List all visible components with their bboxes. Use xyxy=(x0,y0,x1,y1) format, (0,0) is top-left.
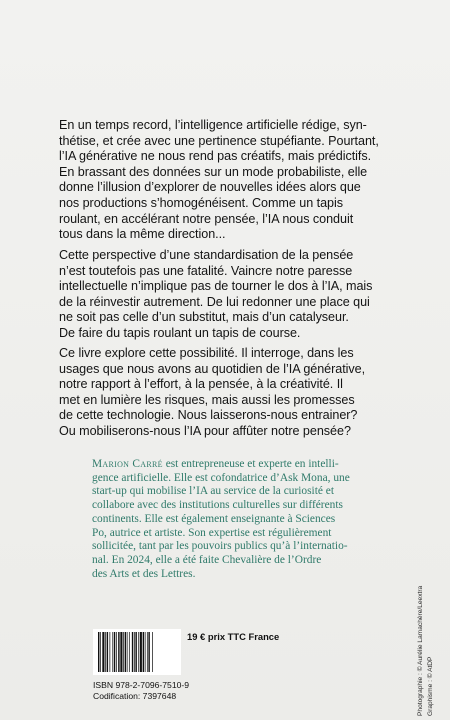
blurb-line: roulant, en accélérant notre pensée, l’IA nous conduit xyxy=(59,211,354,226)
blurb-line: de cette technologie. Nous laisserons-nous entrainer? xyxy=(59,408,358,423)
author-bio-line: gence artificielle. Elle est cofondatrice d’Ask Mona, une xyxy=(92,471,350,484)
isbn-number: ISBN 978-2-7096-7510-9 xyxy=(93,680,190,690)
author-bio xyxy=(92,458,402,581)
blurb-line: Cette perspective d’une standardisation de la pensée xyxy=(59,248,354,262)
blurb-line: usages que nous avons au quotidien de l’IA générative, xyxy=(59,361,366,376)
blurb-line: En un temps record, l’intelligence artificielle rédige, syn- xyxy=(59,118,367,132)
author-bio-line: nal. En 2024, elle a été faite Chevalière de l’Ordre xyxy=(92,553,322,566)
blurb-line: nos productions s’homogénéisent. Comme un tapis xyxy=(59,195,343,210)
blurb-line: l’IA générative ne nous rend pas créatifs, mais prédictifs. xyxy=(59,149,372,164)
author-bio-line: collabore avec des institutions culturelles sur différents xyxy=(92,499,343,512)
blurb-line: ne soit pas celle d’un substitut, mais d’un catalyseur. xyxy=(59,310,349,325)
author-bio-line: sollicitée, tant par les pouvoirs publics qu’à l’internatio- xyxy=(92,540,348,553)
blurb-paragraph-1 xyxy=(59,118,393,243)
photo-credit: Photographie : © Aurélie Lamachère/Leextra xyxy=(417,585,424,716)
blurb-line: met en lumière les risques, mais aussi les promesses xyxy=(59,392,355,407)
barcode-bars xyxy=(97,632,177,672)
author-bio-line: Po, autrice et artiste. Son expertise est régulièrement xyxy=(92,526,332,539)
author-bio-line: continents. Elle est également enseignante à Sciences xyxy=(92,512,336,525)
blurb-line: En brassant des données sur un mode probabiliste, elle xyxy=(59,164,368,179)
price-label: 19 € prix TTC France xyxy=(187,631,280,642)
blurb-paragraph-2 xyxy=(59,248,393,342)
blurb-line: de la réinvestir autrement. De lui redonner une place qui xyxy=(59,294,370,309)
blurb-line: tous dans la même direction... xyxy=(59,227,226,242)
blurb-line: thétise, et crée avec une pertinence stupéfiante. Pourtant, xyxy=(59,133,379,148)
isbn-block xyxy=(93,680,189,702)
author-bio-line: Marion Carré est entrepreneuse et experte en intelli- xyxy=(92,458,339,470)
blurb-line: intellectuelle n’implique pas de tourner le dos à l’IA, mais xyxy=(59,279,373,294)
author-bio-line: des Arts et des Lettres. xyxy=(92,567,196,580)
blurb-line: De faire du tapis roulant un tapis de course. xyxy=(59,325,301,340)
photo-credits xyxy=(414,585,434,716)
blurb-line: Ou mobiliserons-nous l’IA pour affûter notre pensée? xyxy=(59,423,351,438)
blurb-paragraph-3 xyxy=(59,346,393,440)
blurb-line: Ce livre explore cette possibilité. Il interroge, dans les xyxy=(59,346,354,360)
barcode xyxy=(93,629,181,675)
blurb-line: donne l’illusion d’explorer de nouvelles idées alors que xyxy=(59,180,361,195)
blurb-line: notre rapport à l’effort, à la pensée, à la créativité. Il xyxy=(59,377,343,392)
author-name: Marion Carré xyxy=(92,458,163,470)
blurb-line: n’est toutefois pas une fatalité. Vaincre notre paresse xyxy=(59,263,353,278)
author-bio-line: start-up qui mobilise l’IA au service de la curiosité et xyxy=(92,485,334,498)
codification-number: Codification: 7397648 xyxy=(93,691,177,701)
design-credit: Graphisme : © AtDP xyxy=(427,656,434,716)
